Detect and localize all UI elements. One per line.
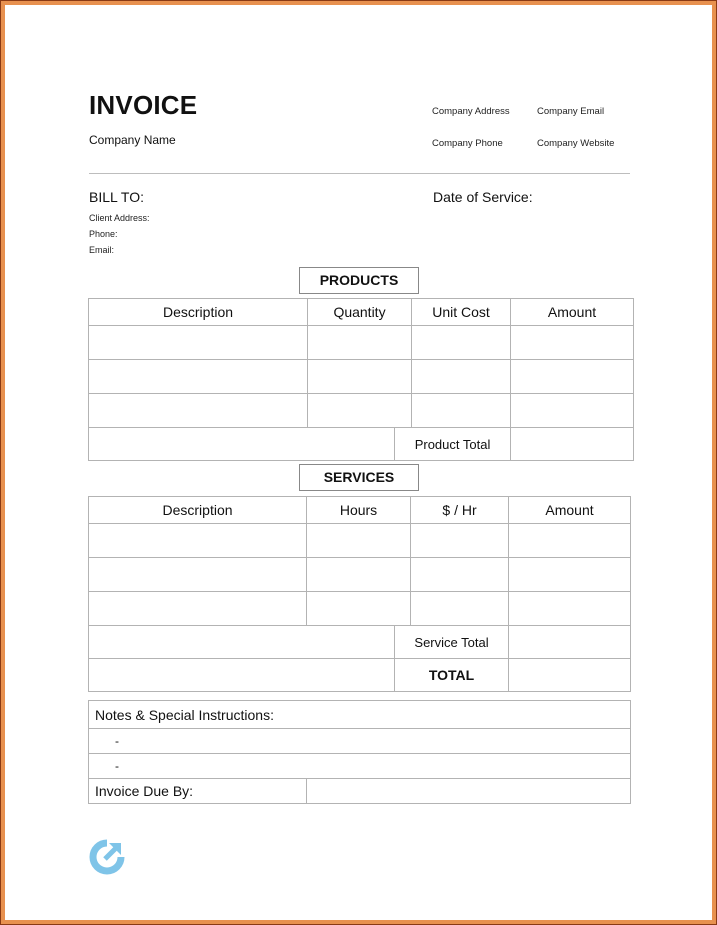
invoice-due-value[interactable] bbox=[307, 779, 631, 804]
table-row bbox=[89, 326, 634, 360]
table-cell bbox=[89, 428, 395, 461]
table-cell[interactable] bbox=[307, 592, 411, 626]
table-cell[interactable] bbox=[308, 360, 412, 394]
table-cell[interactable] bbox=[89, 326, 308, 360]
services-total-row bbox=[89, 626, 631, 659]
company-address: Company Address bbox=[432, 106, 510, 117]
table-row bbox=[89, 524, 631, 558]
service-total-value[interactable] bbox=[509, 626, 631, 659]
grand-total-row bbox=[89, 659, 631, 692]
services-header-row bbox=[89, 497, 631, 524]
company-website: Company Website bbox=[537, 138, 615, 149]
table-cell bbox=[89, 659, 395, 692]
services-header-amount: Amount bbox=[509, 497, 631, 524]
table-cell[interactable] bbox=[89, 558, 307, 592]
company-name: Company Name bbox=[89, 133, 176, 147]
table-cell[interactable] bbox=[307, 524, 411, 558]
invoice-page bbox=[5, 5, 712, 920]
grand-total-label: TOTAL bbox=[395, 659, 509, 692]
client-email-label: Email: bbox=[89, 245, 115, 255]
notes-title: Notes & Special Instructions: bbox=[89, 701, 631, 729]
company-email: Company Email bbox=[537, 106, 605, 117]
services-header-rate: $ / Hr bbox=[411, 497, 509, 524]
invoice-due-label: Invoice Due By: bbox=[89, 779, 307, 804]
table-cell[interactable] bbox=[308, 394, 412, 428]
table-row bbox=[89, 360, 634, 394]
table-row bbox=[89, 592, 631, 626]
date-of-service-label: Date of Service: bbox=[433, 189, 533, 205]
products-total-row bbox=[89, 428, 634, 461]
table-cell[interactable] bbox=[89, 360, 308, 394]
table-cell[interactable] bbox=[511, 326, 634, 360]
services-header-hours: Hours bbox=[307, 497, 411, 524]
products-header-amount: Amount bbox=[511, 299, 634, 326]
list-item bbox=[89, 754, 631, 779]
table-cell[interactable] bbox=[89, 394, 308, 428]
grand-total-value[interactable] bbox=[509, 659, 631, 692]
products-header-quantity: Quantity bbox=[308, 299, 412, 326]
client-phone-label: Phone: bbox=[89, 229, 118, 239]
services-title: SERVICES bbox=[299, 464, 419, 491]
table-cell[interactable] bbox=[412, 394, 511, 428]
table-cell[interactable] bbox=[511, 394, 634, 428]
products-header-unit-cost: Unit Cost bbox=[412, 299, 511, 326]
table-cell[interactable] bbox=[89, 592, 307, 626]
company-phone: Company Phone bbox=[432, 138, 503, 149]
table-cell[interactable] bbox=[308, 326, 412, 360]
table-cell[interactable] bbox=[411, 558, 509, 592]
invoice-title: INVOICE bbox=[89, 90, 198, 120]
table-cell[interactable] bbox=[412, 360, 511, 394]
products-title: PRODUCTS bbox=[299, 267, 419, 294]
table-cell[interactable] bbox=[89, 524, 307, 558]
table-cell[interactable] bbox=[509, 592, 631, 626]
table-cell[interactable] bbox=[411, 592, 509, 626]
notes-table bbox=[88, 700, 631, 804]
table-cell[interactable] bbox=[411, 524, 509, 558]
service-total-label: Service Total bbox=[395, 626, 509, 659]
products-table bbox=[88, 298, 634, 461]
table-cell[interactable] bbox=[412, 326, 511, 360]
table-row bbox=[89, 394, 634, 428]
client-address-label: Client Address: bbox=[89, 213, 150, 223]
table-cell[interactable] bbox=[307, 558, 411, 592]
notes-header-row bbox=[89, 701, 631, 729]
table-cell bbox=[89, 626, 395, 659]
notes-bullet[interactable]: - bbox=[89, 754, 631, 779]
brand-logo-icon bbox=[89, 839, 125, 875]
list-item bbox=[89, 729, 631, 754]
table-cell[interactable] bbox=[509, 524, 631, 558]
due-row bbox=[89, 779, 631, 804]
products-header-description: Description bbox=[89, 299, 308, 326]
table-cell[interactable] bbox=[509, 558, 631, 592]
services-header-description: Description bbox=[89, 497, 307, 524]
products-header-row bbox=[89, 299, 634, 326]
bill-to-label: BILL TO: bbox=[89, 189, 144, 205]
product-total-value[interactable] bbox=[511, 428, 634, 461]
table-cell[interactable] bbox=[511, 360, 634, 394]
product-total-label: Product Total bbox=[395, 428, 511, 461]
notes-bullet[interactable]: - bbox=[89, 729, 631, 754]
header-divider bbox=[89, 173, 630, 174]
services-table bbox=[88, 496, 631, 692]
table-row bbox=[89, 558, 631, 592]
